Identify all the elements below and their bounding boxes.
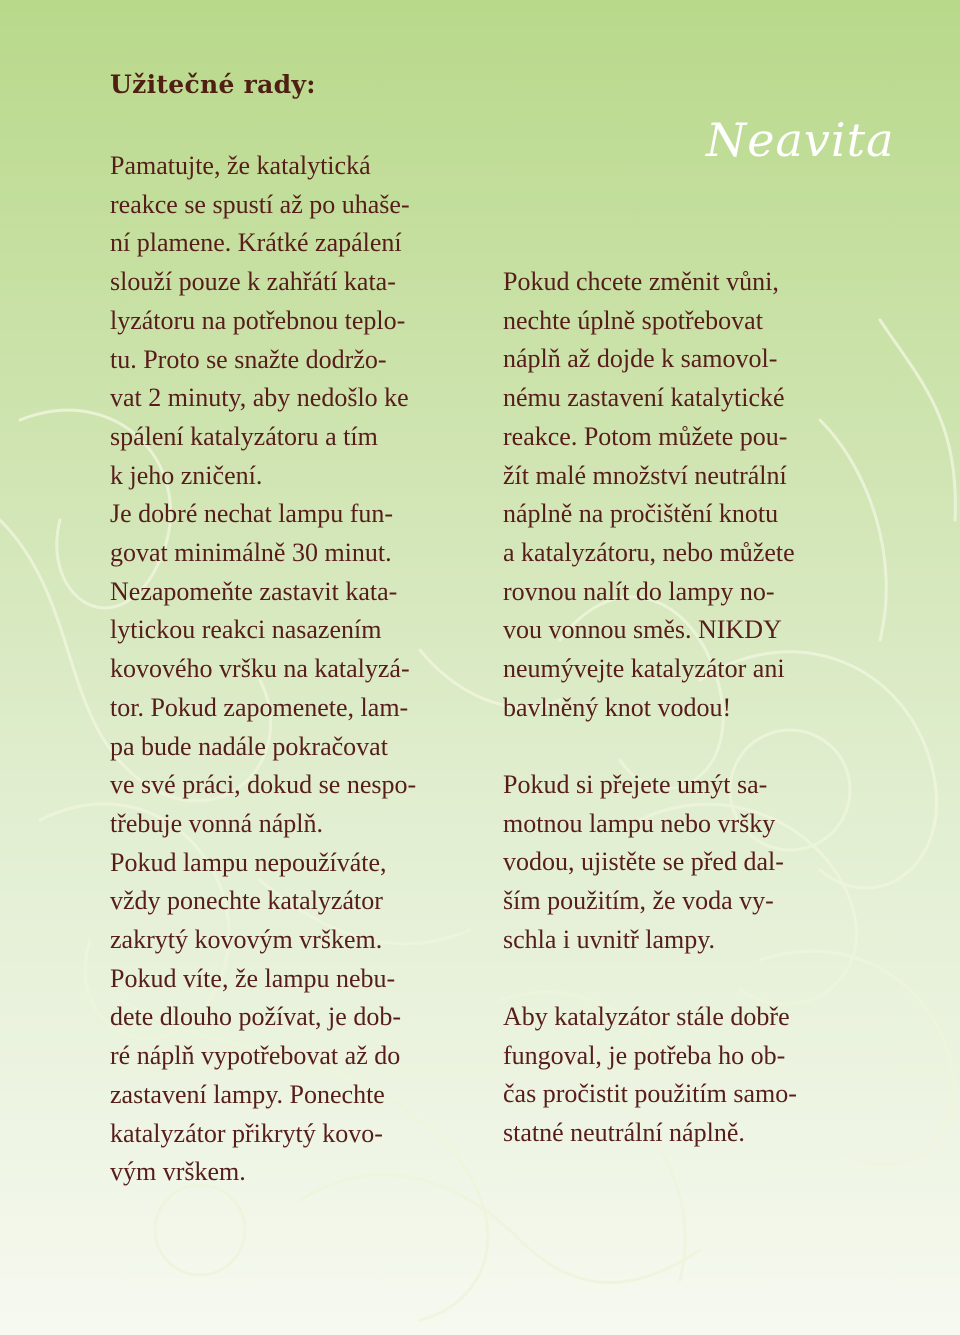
tips-left-column: Pamatujte, že katalytická reakce se spustí až po uhaše- ní plamene. Krátké zapálení slouží pouze k zahřátí kata- lyzátoru na potřebnou teplo- tu. Proto se snažte dodržo- vat 2 minuty, aby nedošlo ke spálení katalyzátoru a tím k jeho zničení. Je dobré nechat lampu fun- govat minimálně 30 minut. Nezapomeňte zastavit kata- lytickou reakci nasazením kovového vršku na katalyzá- tor. Pokud zapomenete, lam- pa bude nadále pokračovat ve své práci, dokud se nespo- třebuje vonná náplň. Pokud lampu nepoužíváte, vždy ponechte katalyzátor zakrytý kovovým vrškem. Pokud víte, že lampu nebu- dete dlouho požívat, je dob- ré náplň vypotřebovat až do zastavení lampy. Ponechte katalyzátor přikrytý kovo- vým vrškem. — [110, 151, 417, 1187]
neavita-brand-logo — [700, 98, 900, 178]
page-heading: Užitečné rady: — [110, 70, 316, 99]
tips-right-paragraph-washing: Pokud si přejete umýt sa- motnou lampu nebo vršky vodou, ujistěte se před dal- ším použitím, že voda vy- schla i uvnitř lampy. — [503, 770, 784, 954]
tips-right-paragraph-scent-change: Pokud chcete změnit vůni, nechte úplně spotřebovat náplň až dojde k samovol- nému zastavení katalytické reakce. Potom můžete pou- žít malé množství neutrální náplně na pročištění knotu a katalyzátoru, nebo můžete rovnou nalít do lampy no- vou vonnou směs. NIKDY neumývejte katalyzátor ani bavlněný knot vodou! — [503, 267, 795, 722]
svg-text:Neavita: Neavita — [706, 113, 895, 167]
tips-right-paragraph-cleaning: Aby katalyzátor stále dobře fungoval, je potřeba ho ob- čas pročistit použitím samo- statné neutrální náplně. — [503, 1002, 797, 1148]
